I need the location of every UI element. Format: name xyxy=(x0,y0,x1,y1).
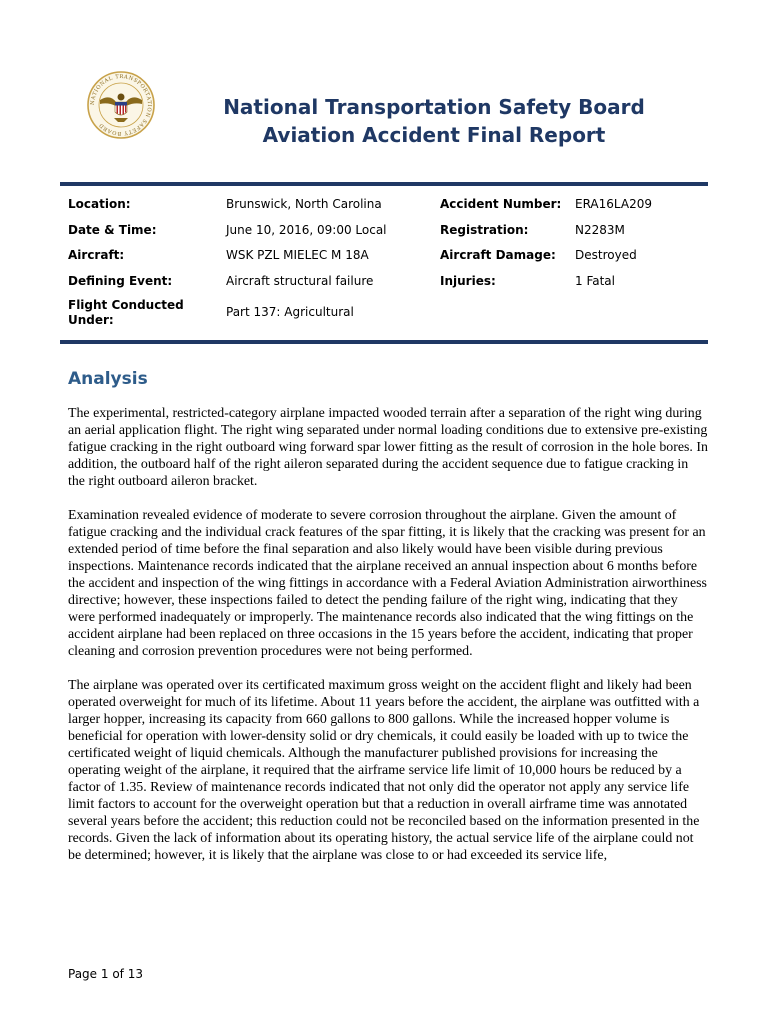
info-row-location xyxy=(68,192,708,218)
accident-info-table xyxy=(68,192,708,330)
date-value: June 10, 2016, 09:00 Local xyxy=(226,222,387,237)
location-label: Location: xyxy=(68,197,131,211)
info-row-aircraft xyxy=(68,243,708,269)
info-row-event xyxy=(68,269,708,295)
aircraft-value: WSK PZL MIELEC M 18A xyxy=(226,248,369,262)
seal-text: NATIONAL TRANSPORTATION SAFETY BOARD xyxy=(89,73,153,137)
info-row-date xyxy=(68,218,708,244)
table-bottom-rule xyxy=(60,340,708,344)
event-value: Aircraft structural failure xyxy=(226,273,374,288)
registration-label: Registration: xyxy=(440,222,529,237)
analysis-heading: Analysis xyxy=(68,369,148,389)
damage-value: Destroyed xyxy=(575,248,637,262)
location-value: Brunswick, North Carolina xyxy=(226,197,382,211)
info-row-flight xyxy=(68,294,708,330)
ntsb-seal-icon xyxy=(86,70,156,140)
analysis-body xyxy=(68,405,708,881)
flight-value: Part 137: Agricultural xyxy=(226,305,354,319)
injuries-value: 1 Fatal xyxy=(575,273,615,288)
flight-label-line-1: Flight Conducted xyxy=(68,298,184,312)
damage-label: Aircraft Damage: xyxy=(440,248,556,262)
aircraft-label: Aircraft: xyxy=(68,248,125,262)
analysis-paragraph: Examination revealed evidence of moderate to severe corrosion throughout the airplane. Given the amount of fatigue cracking and the individual crack features of the spar fitting, it is likely that the cracking was present for an extended period of time before the final separation and also likely would have been visible during previous inspections. Maintenance records indicated that the airplane received an annual inspection about 6 months before the accident and inspection of the wing fittings in accordance with a Federal Aviation Administration airworthiness directive; however, these inspections failed to detect the pending failure of the right wing, indicating that they were performed inadequately or improperly. The maintenance records also indicated that the wing fittings on the accident airplane had been replaced on three occasions in the 15 years before the accident, indicating that proper cleaning and corrosion prevention procedures were not being performed. xyxy=(68,508,707,659)
accident-number-value: ERA16LA209 xyxy=(575,197,652,211)
analysis-paragraph: The experimental, restricted-category airplane impacted wooded terrain after a separation of the right wing during an aerial application flight. The right wing separated under normal loading conditions due to extensive pre-existing fatigue cracking in the right outboard wing forward spar lower fitting as the result of corrosion in the hole bores. In addition, the outboard half of the right aileron separated during the accident sequence due to fatigue cracking in the right outboard aileron bracket. xyxy=(68,406,708,489)
accident-number-label: Accident Number: xyxy=(440,197,562,211)
report-title xyxy=(180,93,688,149)
page-number: Page 1 of 13 xyxy=(68,967,143,981)
flight-label-line-2: Under: xyxy=(68,313,114,327)
title-line-2: Aviation Accident Final Report xyxy=(262,123,606,147)
analysis-paragraph: The airplane was operated over its certificated maximum gross weight on the accident flight and likely had been operated overweight for much of its lifetime. About 11 years before the accident, the airplane was outfitted with a larger hopper, increasing its capacity from 660 gallons to 800 gallons. While the increased hopper volume is beneficial for operation with lower-density solid or dry chemicals, it could easily be loaded with up to twice the certificated weight of liquid chemicals. Although the manufacturer published provisions for increasing the operating weight of the airplane, it required that the airframe service life limit of 10,000 hours be reduced by a factor of 1.35. Review of maintenance records indicated that not only did the operator not apply any service life limit factors to account for the overweight operation but that a reduction in overall airframe time was annotated several years before the accident; this reduction could not be reconciled based on the information presented in the records. Given the lack of information about its operating history, the actual service life of the airplane could not be determined; however, it is likely that the airplane was close to or had exceeded its service life, xyxy=(68,678,700,863)
table-top-rule xyxy=(60,182,708,186)
event-label: Defining Event: xyxy=(68,273,173,288)
injuries-label: Injuries: xyxy=(440,273,496,288)
flight-label xyxy=(68,298,218,328)
date-label: Date & Time: xyxy=(68,222,157,237)
title-line-1: National Transportation Safety Board xyxy=(223,95,645,119)
registration-value: N2283M xyxy=(575,222,625,237)
